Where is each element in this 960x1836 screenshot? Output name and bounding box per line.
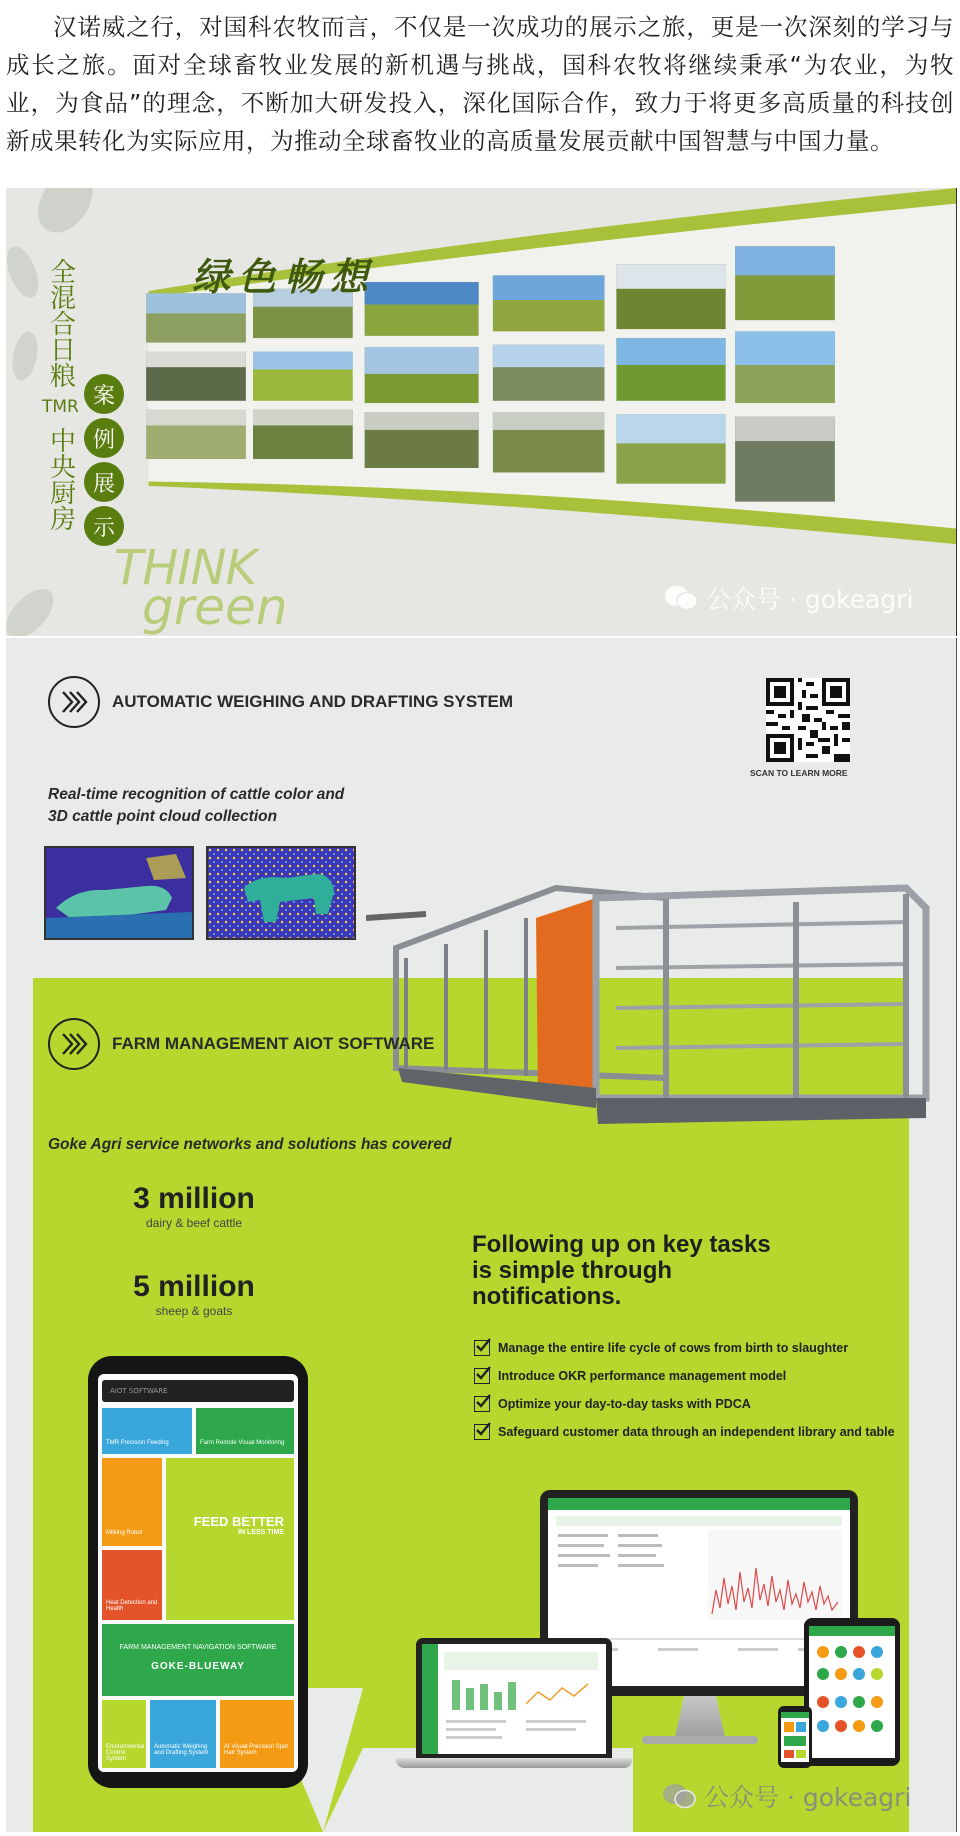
realtime-line1: Real-time recognition of cattle color and [48, 786, 345, 803]
in-less-time-text: IN LESS TIME [238, 1529, 284, 1536]
aiot-title: FARM MANAGEMENT AIOT SOFTWARE [112, 1034, 435, 1053]
wechat-icon [662, 1783, 696, 1809]
watermark-text: 公众号 · gokeagri [704, 1783, 912, 1812]
weighing-title: AUTOMATIC WEIGHING AND DRAFTING SYSTEM [112, 692, 514, 711]
tile-milk [102, 1458, 162, 1546]
vertical-title-tmr: TMR [42, 397, 79, 417]
badge-3: 展 [84, 462, 124, 502]
tile-weigh [150, 1700, 216, 1768]
green-text: green [142, 578, 288, 636]
stat-sheep-label: sheep & goats [155, 1304, 233, 1318]
tile-navigation [102, 1624, 294, 1696]
tmr-showcase-image [6, 188, 957, 636]
watermark [662, 1778, 911, 1814]
vertical-title [42, 258, 78, 531]
stat-sheep [114, 1270, 274, 1318]
badge-4: 示 [84, 506, 124, 546]
tile-feed-better [166, 1458, 294, 1620]
phone-screen [98, 1374, 298, 1772]
tablet-screen [809, 1626, 895, 1758]
intro-text: 汉诺威之行，对国科农牧而言，不仅是一次成功的展示之旅，更是一次深刻的学习与成长之旅。面对全球畜牧业发展的新机遇与挑战，国科农牧将继续秉承“为农业，为牧业，为食品”的理念，不断加大研发投入，深化国际合作，致力于将更多高质量的科技创新成果转化为实际应用，为推动全球畜牧业的高质量发展贡献中国智慧与中国力量。 [6, 13, 954, 155]
checkmark-icon [474, 1424, 490, 1440]
task-text: Manage the entire life cycle of cows from birth to slaughter [498, 1341, 849, 1355]
phone-search-bar: AIOT SOFTWARE [102, 1380, 294, 1402]
vertical-title-line2: 中央厨房 [45, 427, 76, 531]
follow-line2: is simple through [472, 1257, 673, 1284]
task-text: Introduce OKR performance management model [498, 1369, 787, 1383]
tile-env [102, 1700, 146, 1768]
notifications-headline [472, 1232, 771, 1310]
think-text: THINK [114, 540, 256, 596]
coverage-caption: Goke Agri service networks and solutions has covered [48, 1136, 452, 1153]
tablet-mockup [804, 1618, 900, 1766]
weighing-crate-illustration [366, 818, 946, 1148]
tile-ai-label: AI Visual Precision Spot Hair System [224, 1744, 288, 1756]
scan-label: SCAN TO LEARN MORE [750, 768, 848, 778]
tile-heat-label: Heat Detection and Health [106, 1600, 158, 1612]
case-badges [84, 374, 124, 550]
feed-better-text: FEED BETTER [193, 1514, 284, 1529]
badge-2: 例 [84, 418, 124, 458]
aiot-header [48, 1018, 434, 1070]
color-recognition-image [44, 846, 194, 940]
tile-tmr [102, 1408, 192, 1454]
product-poster-image [6, 638, 957, 1832]
tile-heat [102, 1550, 162, 1620]
laptop-screen [422, 1644, 606, 1754]
chevrons-icon [48, 1018, 100, 1070]
phone-mockup [88, 1356, 308, 1788]
tile-tmr-label: TMR Precision Feeding [106, 1440, 169, 1446]
watermark [664, 580, 913, 616]
stat-cattle-label: dairy & beef cattle [145, 1216, 243, 1230]
tile-visual-label: Farm Remote Visual Monitoring [200, 1440, 285, 1446]
article-paragraph [6, 8, 954, 160]
small-phone-mockup [778, 1706, 812, 1768]
small-phone-screen [781, 1712, 809, 1762]
qr-code-icon[interactable] [766, 678, 850, 762]
laptop-mockup [416, 1638, 612, 1758]
calligraphy-title: 绿色畅想 [192, 254, 377, 299]
checkmark-icon [474, 1396, 490, 1412]
list-item [474, 1418, 895, 1446]
list-item [474, 1390, 895, 1418]
stat-cattle-value: 3 million [133, 1182, 255, 1215]
task-text: Safeguard customer data through an independent library and table [498, 1425, 895, 1439]
tile-ai [220, 1700, 294, 1768]
stat-sheep-value: 5 million [133, 1270, 255, 1303]
checkmark-icon [474, 1368, 490, 1384]
nav-name: GOKE-BLUEWAY [151, 1661, 245, 1672]
checkmark-icon [474, 1340, 490, 1356]
vertical-title-line1: 全混合日粮 [45, 258, 76, 388]
weighing-header [48, 676, 513, 728]
realtime-caption [48, 784, 344, 828]
monitor-base [642, 1736, 758, 1744]
task-list [474, 1334, 895, 1446]
list-item [474, 1362, 895, 1390]
chevrons-icon [48, 676, 100, 728]
realtime-line2: 3D cattle point cloud collection [48, 808, 278, 825]
tile-milk-label: Milking Robot [106, 1530, 143, 1536]
follow-line1: Following up on key tasks [472, 1231, 771, 1258]
tile-visual [196, 1408, 294, 1454]
laptop-base [396, 1758, 632, 1768]
follow-line3: notifications. [472, 1283, 622, 1310]
tile-env-label: Environmental Control System [106, 1744, 145, 1762]
tile-weigh-label: Automatic Weighing and Drafting System [154, 1744, 209, 1756]
watermark-text: 公众号 · gokeagri [706, 585, 914, 614]
stat-cattle [114, 1182, 274, 1230]
think-green-logo [114, 540, 288, 636]
wechat-icon [664, 585, 698, 611]
task-text: Optimize your day-to-day tasks with PDCA [498, 1397, 751, 1411]
badge-1: 案 [84, 374, 124, 414]
list-item [474, 1334, 895, 1362]
point-cloud-image [206, 846, 356, 940]
nav-label: FARM MANAGEMENT NAVIGATION SOFTWARE [119, 1644, 277, 1651]
